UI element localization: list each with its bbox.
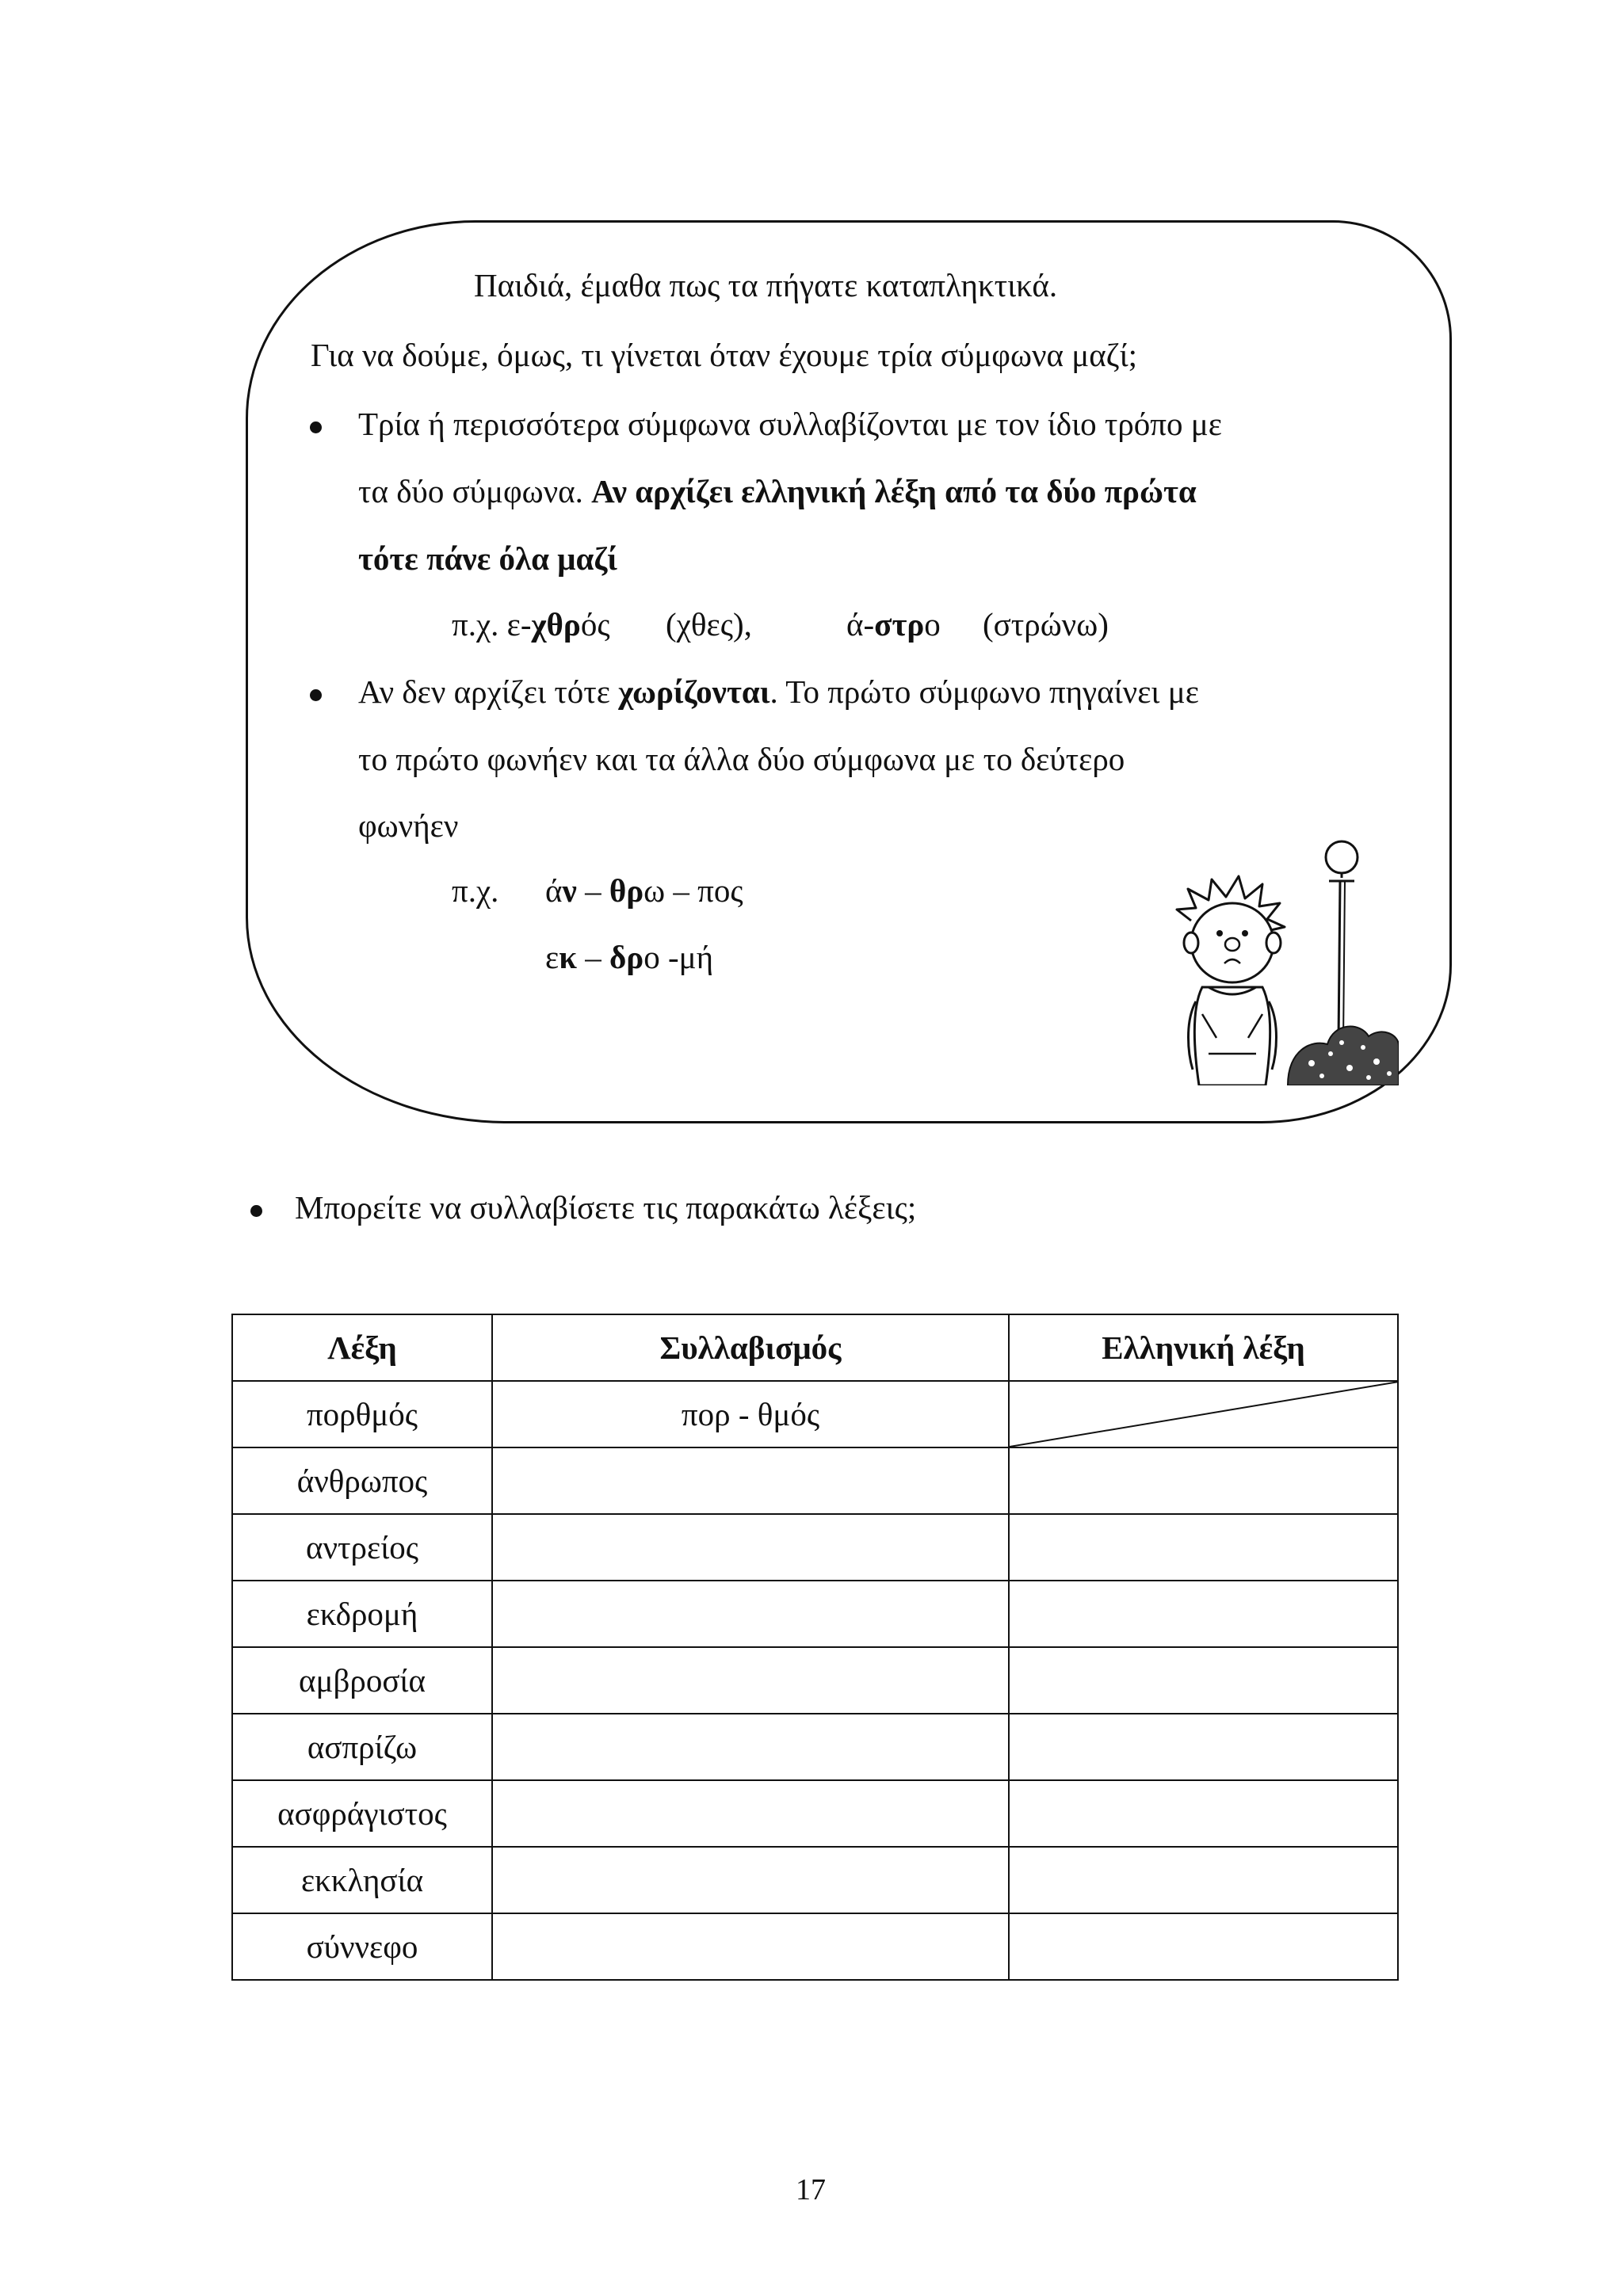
table-header-row: [232, 1314, 1398, 1381]
syllabification-cell[interactable]: [492, 1647, 1009, 1714]
bullet-rule-1: [310, 421, 322, 433]
word-cell: αντρείος: [232, 1514, 492, 1581]
table-row: [232, 1780, 1398, 1847]
greek-word-cell[interactable]: [1009, 1647, 1398, 1714]
rule1-example-2-root: (στρώνω): [983, 606, 1109, 643]
table-row: [232, 1381, 1398, 1447]
header-syllabification: Συλλαβισμός: [492, 1314, 1009, 1381]
syllabification-cell[interactable]: [492, 1714, 1009, 1780]
word-cell: αμβροσία: [232, 1647, 492, 1714]
diagonal-strike-line: [1010, 1382, 1399, 1447]
word-cell: εκδρομή: [232, 1581, 492, 1647]
page-number: 17: [796, 2173, 826, 2206]
rule1-line2: τα δύο σύμφωνα. Αν αρχίζει ελληνική λέξη από τα δύο πρώτα: [358, 473, 1197, 509]
greek-word-cell[interactable]: [1009, 1780, 1398, 1847]
rule1-line3: τότε πάνε όλα μαζί: [358, 540, 618, 577]
rule1-line1: Τρία ή περισσότερα σύμφωνα συλλαβίζονται με τον ίδιο τρόπο με: [358, 406, 1222, 442]
word-cell: ασπρίζω: [232, 1714, 492, 1780]
table-row: [232, 1647, 1398, 1714]
greek-word-cell[interactable]: [1009, 1714, 1398, 1780]
syllabification-cell[interactable]: [492, 1913, 1009, 1980]
greek-word-cell[interactable]: [1009, 1847, 1398, 1913]
header-word: Λέξη: [232, 1314, 492, 1381]
word-cell: ασφράγιστος: [232, 1780, 492, 1847]
rule2-line1: Αν δεν αρχίζει τότε χωρίζονται. Το πρώτο σύμφωνο πηγαίνει με: [358, 673, 1199, 710]
greek-word-cell[interactable]: [1009, 1913, 1398, 1980]
table-row: [232, 1913, 1398, 1980]
greek-word-cell-crossed: [1009, 1381, 1398, 1447]
rule2-example-2: εκ – δρο -μή: [545, 939, 714, 975]
table-row: [232, 1581, 1398, 1647]
word-cell: σύννεφο: [232, 1913, 492, 1980]
table-row: [232, 1514, 1398, 1581]
greek-word-cell[interactable]: [1009, 1581, 1398, 1647]
intro-greeting: Παιδιά, έμαθα πως τα πήγατε καταπληκτικά.: [474, 267, 1058, 303]
cartoon-boy-illustration: [1161, 832, 1399, 1085]
exercise-prompt: Μπορείτε να συλλαβίσετε τις παρακάτω λέξεις;: [295, 1189, 917, 1226]
syllabification-cell[interactable]: πορ - θμός: [492, 1381, 1009, 1447]
intro-question: Για να δούμε, όμως, τι γίνεται όταν έχουμε τρία σύμφωνα μαζί;: [311, 337, 1138, 373]
word-cell: άνθρωπος: [232, 1447, 492, 1514]
word-cell: πορθμός: [232, 1381, 492, 1447]
header-greek-word: Ελληνική λέξη: [1009, 1314, 1398, 1381]
table-row: [232, 1714, 1398, 1780]
syllabification-cell[interactable]: [492, 1514, 1009, 1581]
syllabification-table: [231, 1314, 1399, 1981]
rule2-line2: το πρώτο φωνήεν και τα άλλα δύο σύμφωνα με το δεύτερο: [358, 741, 1125, 777]
table-row: [232, 1447, 1398, 1514]
word-cell: εκκλησία: [232, 1847, 492, 1913]
syllabification-cell[interactable]: [492, 1847, 1009, 1913]
rule1-example-1-root: (χθες),: [666, 606, 752, 643]
syllabification-cell[interactable]: [492, 1581, 1009, 1647]
rule2-example-1: άν – θρω – πος: [545, 872, 743, 909]
rule2-example-label: π.χ.: [452, 872, 499, 909]
greek-word-cell[interactable]: [1009, 1447, 1398, 1514]
greek-word-cell[interactable]: [1009, 1514, 1398, 1581]
syllabification-cell[interactable]: [492, 1447, 1009, 1514]
bullet-rule-2: [310, 689, 322, 701]
rule1-example-2: ά-στρο: [846, 606, 941, 643]
table-row: [232, 1847, 1398, 1913]
rule1-example-1: π.χ. ε-χθρός: [452, 606, 610, 643]
rule2-line3: φωνήεν: [358, 807, 459, 844]
syllabification-cell[interactable]: [492, 1780, 1009, 1847]
bullet-exercise: [250, 1205, 262, 1217]
